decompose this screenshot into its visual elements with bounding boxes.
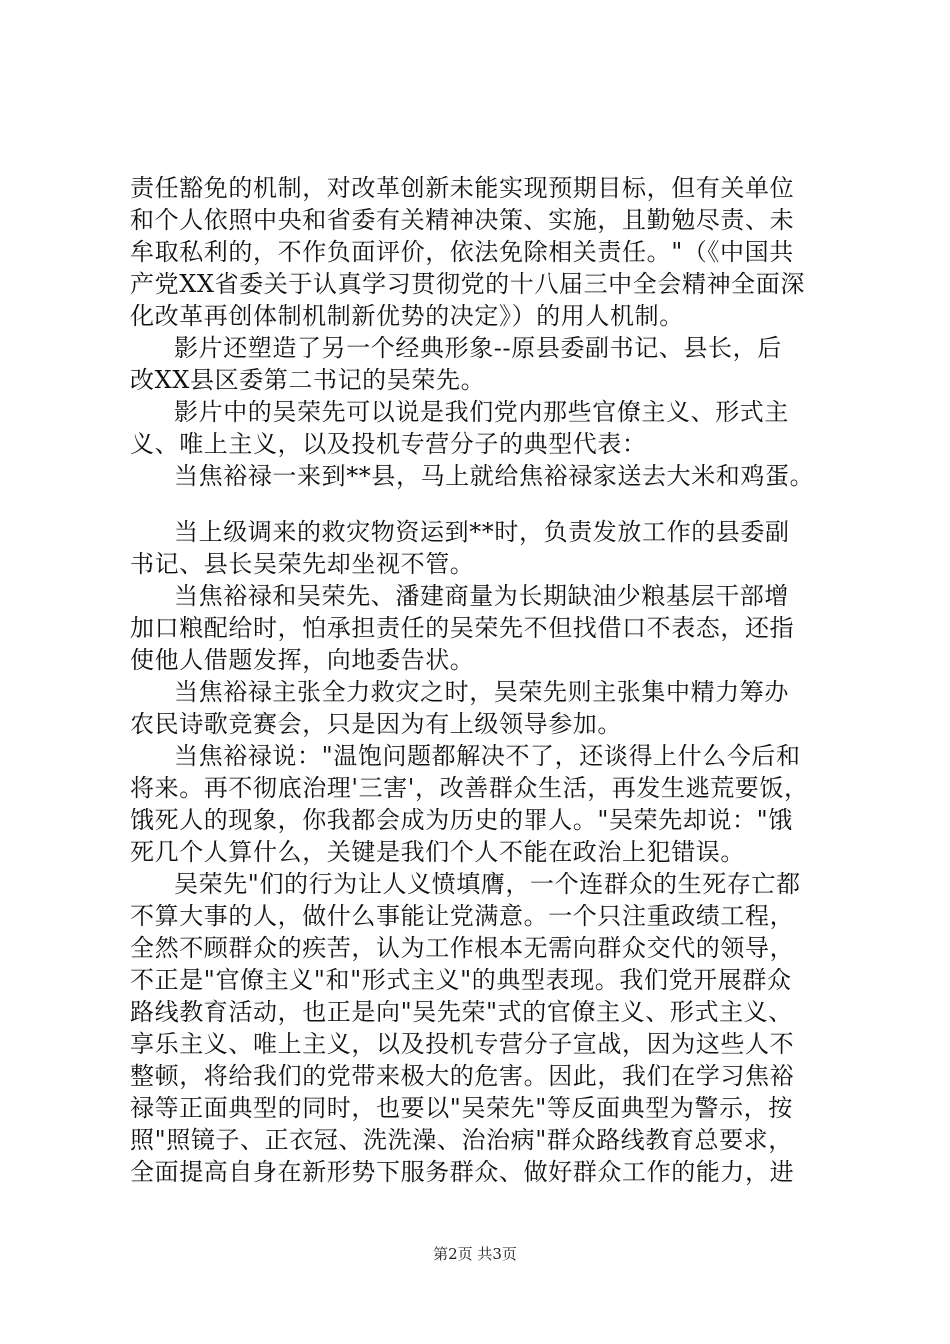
text-line: 责任豁免的机制，对改革创新未能实现预期目标，但有关单位 [130,174,795,202]
text-line: 影片中的吴荣先可以说是我们党内那些官僚主义、形式主 [174,398,789,426]
text-line: 当焦裕禄和吴荣先、潘建商量为长期缺油少粮基层干部增 [174,582,789,610]
text-line: 照"照镜子、正衣冠、洗洗澡、治治病"群众路线教育总要求， [130,1126,793,1154]
text-line: 产党XX省委关于认真学习贯彻党的十八届三中全会精神全面深 [130,270,805,298]
text-line: 书记、县长吴荣先却坐视不管。 [130,550,475,578]
document-body [130,172,830,1188]
text-line: 整顿，将给我们的党带来极大的危害。因此，我们在学习焦裕 [130,1062,795,1090]
text-line: 禄等正面典型的同时，也要以"吴荣先"等反面典型为警示，按 [130,1094,793,1122]
text-line: 当焦裕禄主张全力救灾之时，吴荣先则主张集中精力筹办 [174,678,789,706]
text-line: 化改革再创体制机制新优势的决定》）的用人机制。 [130,302,684,330]
text-line: 全然不顾群众的疾苦，认为工作根本无需向群众交代的领导， [130,934,795,962]
page-number-footer: 第2页 共3页 [433,1245,517,1263]
text-line: 路线教育活动，也正是向"吴先荣"式的官僚主义、形式主义、 [130,998,793,1026]
text-line: 死几个人算什么，关键是我们个人不能在政治上犯错误。 [130,838,745,866]
text-line: 加口粮配给时，怕承担责任的吴荣先不但找借口不表态，还指 [130,614,795,642]
text-line: 当焦裕禄说："温饱问题都解决不了，还谈得上什么今后和 [174,742,801,770]
text-line: 不正是"官僚主义"和"形式主义"的典型表现。我们党开展群众 [130,966,792,994]
text-line: 享乐主义、唯上主义，以及投机专营分子宣战，因为这些人不 [130,1030,795,1058]
text-line: 不算大事的人，做什么事能让党满意。一个只注重政绩工程， [130,902,795,930]
text-line: 当上级调来的救灾物资运到**时，负责发放工作的县委副 [174,518,790,546]
text-line: 义、唯上主义，以及投机专营分子的典型代表： [130,430,647,458]
text-line: 和个人依照中央和省委有关精神决策、实施，且勤勉尽责、未 [130,206,795,234]
text-line: 全面提高自身在新形势下服务群众、做好群众工作的能力，进 [130,1158,795,1186]
text-line: 吴荣先"们的行为让人义愤填膺，一个连群众的生死存亡都 [174,870,801,898]
text-line: 使他人借题发挥，向地委告状。 [130,646,475,674]
text-line: 牟取私利的，不作负面评价，依法免除相关责任。"（《中国共 [130,238,794,266]
text-line: 将来。再不彻底治理'三害'，改善群众生活，再发生逃荒要饭， [130,774,809,802]
text-line: 改XX县区委第二书记的吴荣先。 [130,366,486,394]
text-line: 影片还塑造了另一个经典形象--原县委副书记、县长，后 [174,334,782,362]
text-line: 农民诗歌竞赛会，只是因为有上级领导参加。 [130,710,622,738]
paragraph-gap [130,492,830,516]
text-line: 饿死人的现象，你我都会成为历史的罪人。"吴荣先却说："饿 [130,806,793,834]
text-line: 当焦裕禄一来到**县，马上就给焦裕禄家送去大米和鸡蛋。 [174,462,815,490]
